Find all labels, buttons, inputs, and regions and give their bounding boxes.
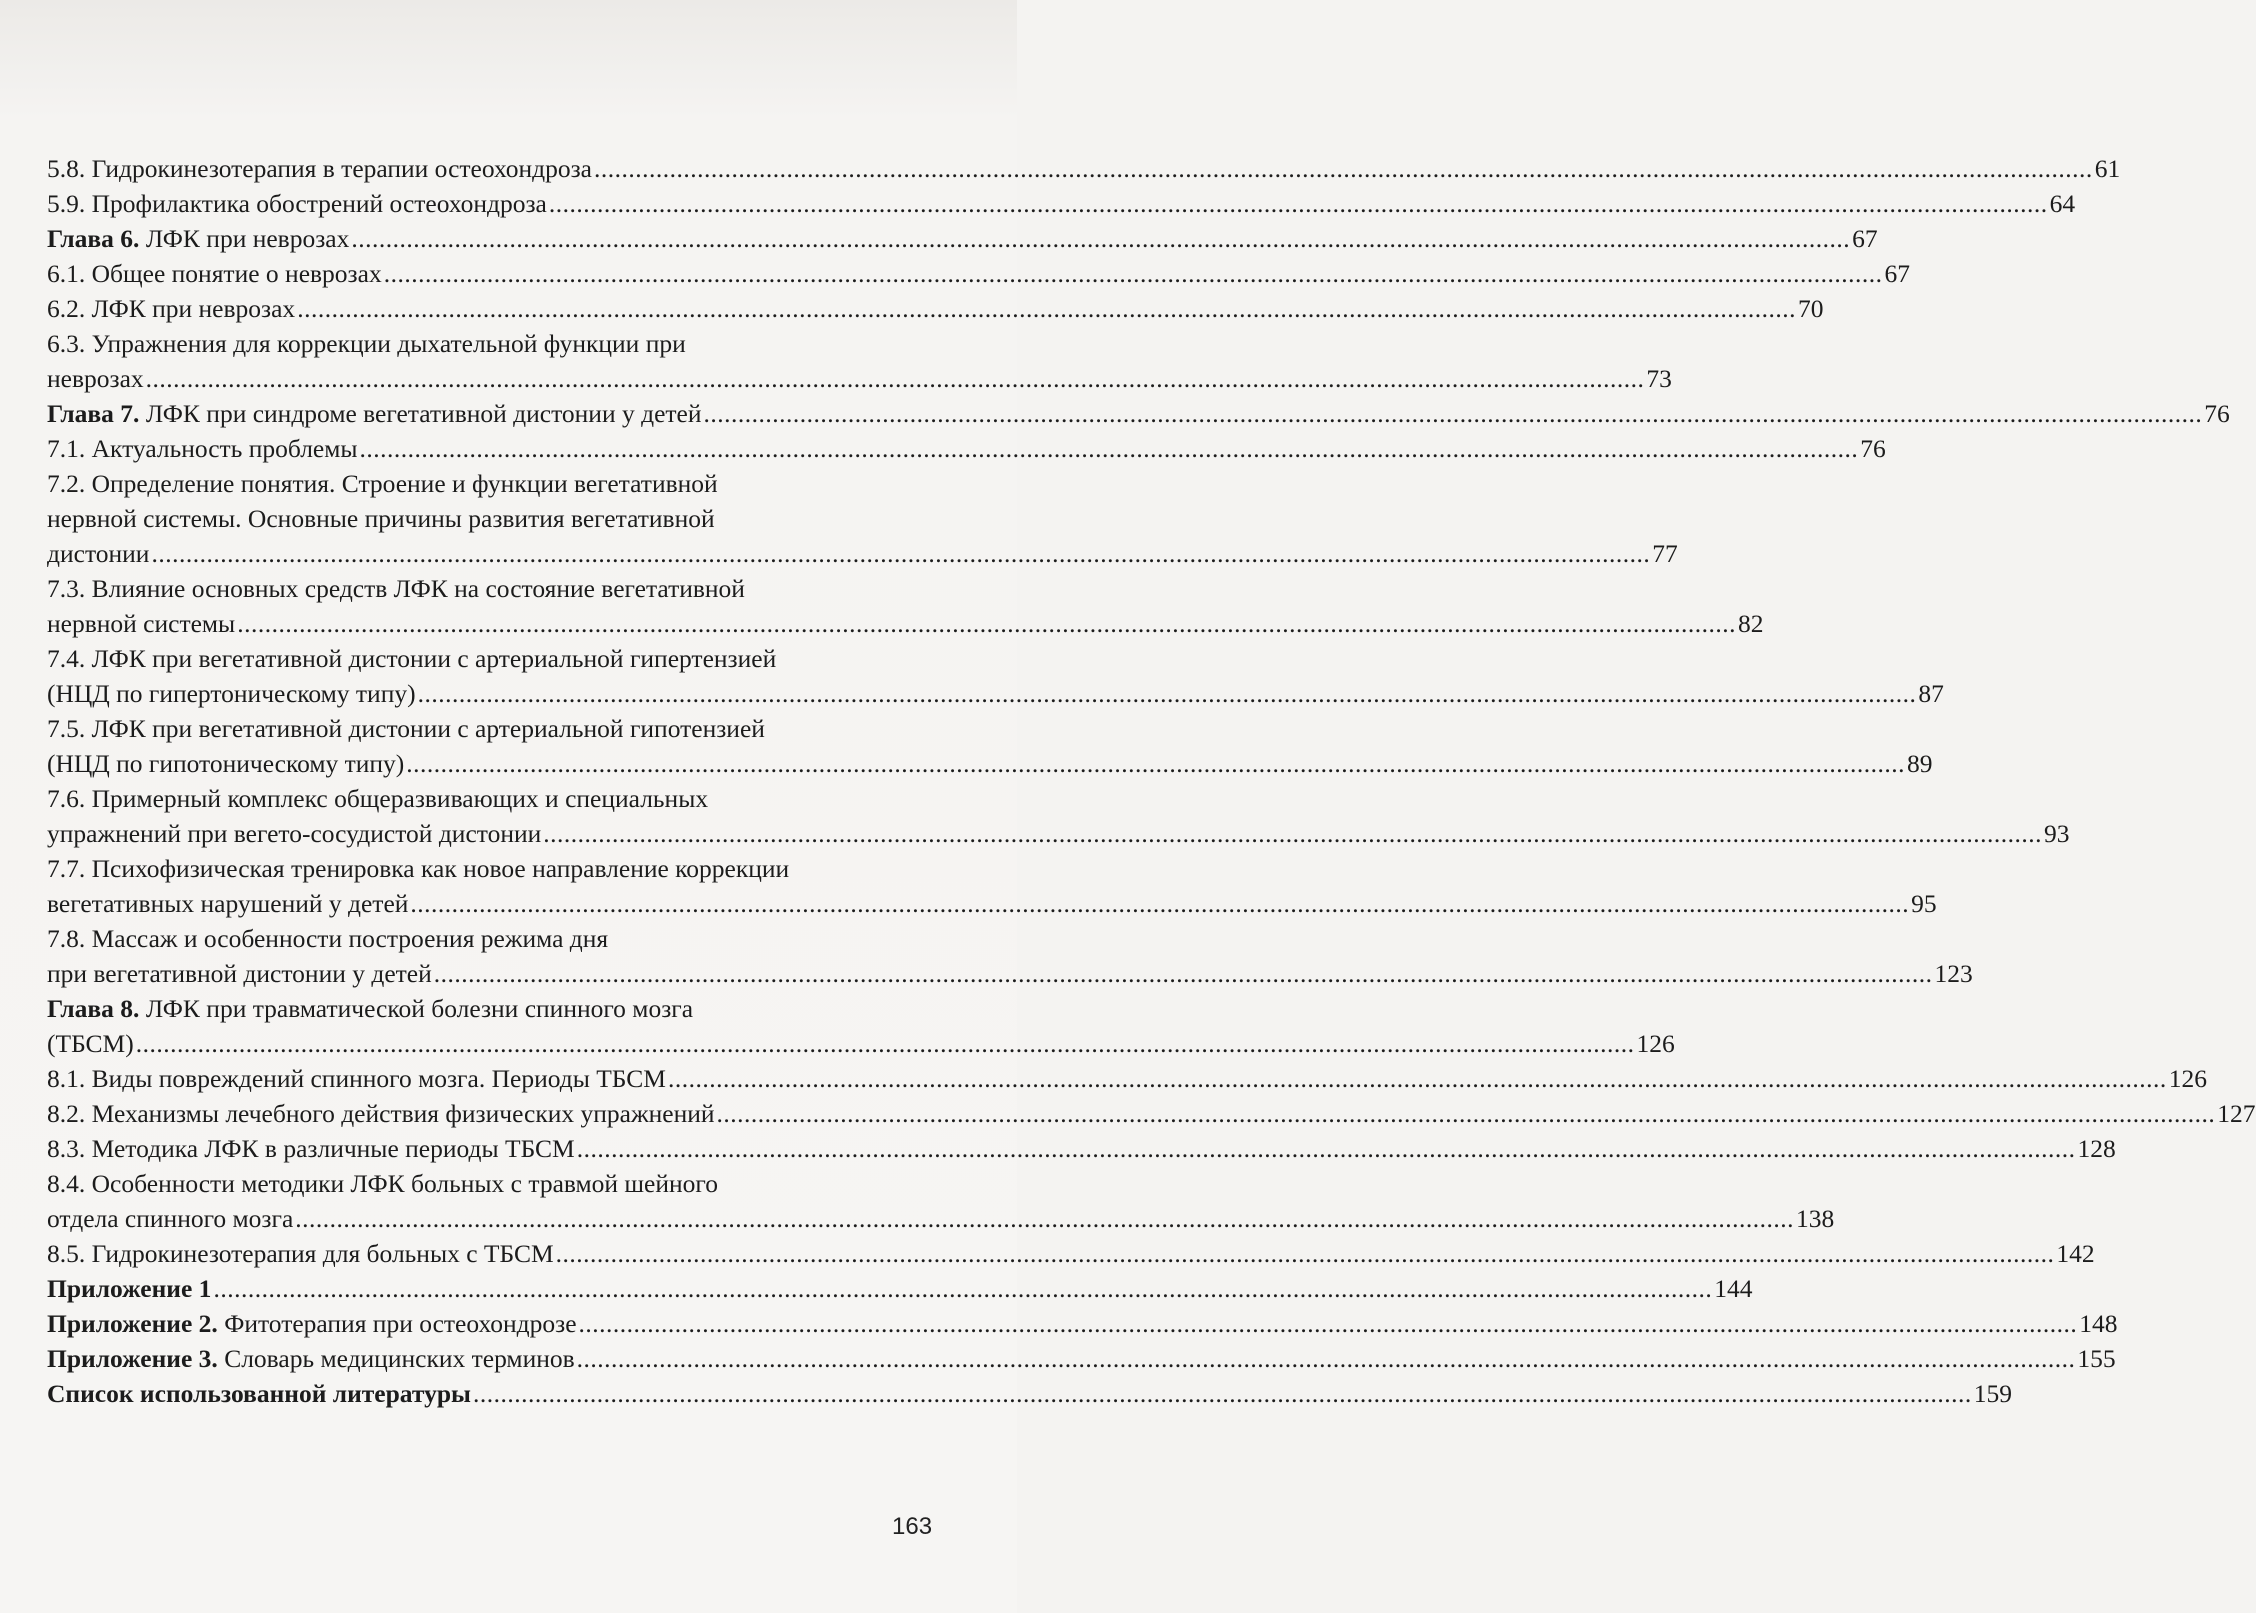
toc-entry-line	[47, 1236, 2095, 1271]
toc-page-number: 64	[2049, 189, 2076, 218]
toc-entry	[47, 1096, 2256, 1131]
toc-entry-line	[47, 1166, 952, 1201]
toc-entry-text: неврозах	[47, 364, 144, 393]
toc-entry-line	[47, 1306, 2118, 1341]
toc-entry-line	[47, 1376, 2012, 1411]
toc-entry-title	[47, 1131, 575, 1166]
toc-page-number: 89	[1907, 749, 1933, 778]
toc-entry-title	[47, 886, 408, 921]
toc-entry-text: упражнений при вегето-сосудистой дистонии	[47, 819, 542, 848]
toc-page-number: 95	[1911, 889, 1937, 918]
toc-entry-line	[47, 641, 952, 676]
toc-entry-title	[47, 1341, 575, 1376]
toc-entry-line	[47, 676, 1944, 711]
toc-entry-title	[47, 676, 416, 711]
toc-entry-line	[47, 1131, 2116, 1166]
toc-entry-text: отдела спинного мозга	[47, 1204, 294, 1233]
dot-leader	[549, 186, 2048, 221]
toc-entry-line	[47, 361, 1672, 396]
toc-entry	[47, 991, 1675, 1061]
toc-entry-text: нервной системы. Основные причины развития вегетативной	[47, 504, 715, 533]
toc-entry-title	[47, 221, 349, 256]
toc-entry-text: нервной системы	[47, 609, 236, 638]
dot-leader	[556, 1236, 2055, 1271]
toc-entry-line	[47, 326, 952, 361]
toc-entry-title	[47, 1271, 211, 1306]
toc-entry-title	[47, 1026, 134, 1061]
toc-entry-title	[47, 361, 144, 396]
toc-entry-text: 7.8. Массаж и особенности построения режима дня	[47, 924, 609, 953]
toc-entry-text: 5.8. Гидрокинезотерапия в терапии остеохондроза	[47, 154, 593, 183]
toc-entry-title	[47, 1376, 471, 1411]
dot-leader	[418, 676, 1917, 711]
dot-leader	[406, 746, 1905, 781]
dot-leader	[594, 151, 2093, 186]
toc-entry-line	[47, 886, 1937, 921]
toc-entry-text: (ТБСМ)	[47, 1029, 134, 1058]
dot-leader	[579, 1306, 2078, 1341]
toc-entry-line	[47, 1201, 1835, 1236]
toc-entry-heading: Глава 7.	[47, 399, 140, 428]
toc-entry-title	[47, 291, 295, 326]
toc-entry	[47, 151, 2121, 186]
toc-entry-text: вегетативных нарушений у детей	[47, 889, 409, 918]
toc-page-number: 126	[1636, 1029, 1675, 1058]
toc-entry-heading: Глава 8.	[47, 994, 140, 1023]
dot-leader	[297, 291, 1796, 326]
toc-entry	[47, 921, 1973, 991]
toc-entry-heading: Приложение 3.	[47, 1344, 218, 1373]
toc-entry-text: ЛФК при синдроме вегетативной дистонии у детей	[139, 399, 702, 428]
toc-entry-title	[47, 956, 432, 991]
toc-entry-title	[47, 1061, 666, 1096]
toc-entry-line	[47, 711, 952, 746]
toc-entry-line	[47, 851, 952, 886]
toc-entry-title	[47, 816, 541, 851]
toc-page-number: 77	[1652, 539, 1678, 568]
toc-entry-heading: Приложение 2.	[47, 1309, 218, 1338]
toc-entry-title	[47, 1201, 293, 1236]
toc-entry-line	[47, 536, 1678, 571]
toc-entry-text: (НЦД по гипотоническому типу)	[47, 749, 405, 778]
toc-entry-line	[47, 151, 2121, 186]
toc-entry-heading: Приложение 1	[47, 1274, 212, 1303]
toc-entry	[47, 221, 1878, 256]
toc-entry-title	[47, 1096, 715, 1131]
toc-entry	[47, 571, 1764, 641]
dot-leader	[151, 536, 1650, 571]
toc-page-number: 67	[1852, 224, 1878, 253]
toc-entry-title	[47, 1236, 554, 1271]
toc-entry-title	[47, 1306, 577, 1341]
toc-entry-title	[47, 396, 702, 431]
dot-leader	[146, 361, 1645, 396]
toc-entry-line	[47, 921, 952, 956]
toc-entry-text: (НЦД по гипертоническому типу)	[47, 679, 416, 708]
toc-entry	[47, 431, 1886, 466]
toc-entry-text: 6.1. Общее понятие о неврозах	[47, 259, 382, 288]
toc-entry	[47, 1131, 2116, 1166]
toc-entry	[47, 641, 1944, 711]
toc-page-number: 144	[1714, 1274, 1753, 1303]
dot-leader	[577, 1341, 2076, 1376]
toc-entry-text: 8.5. Гидрокинезотерапия для больных с ТБСМ	[47, 1239, 554, 1268]
toc-entry-text: 8.2. Механизмы лечебного действия физических упражнений	[47, 1099, 715, 1128]
toc-entry	[47, 1306, 2118, 1341]
toc-entry-text: дистонии	[47, 539, 150, 568]
toc-entry	[47, 1341, 2116, 1376]
toc-entry-text: при вегетативной дистонии у детей	[47, 959, 432, 988]
toc-page-number: 87	[1918, 679, 1944, 708]
toc-entry	[47, 1166, 1835, 1236]
toc-entry-text: 8.4. Особенности методики ЛФК больных с травмой шейного	[47, 1169, 718, 1198]
toc-entry-line	[47, 1096, 2256, 1131]
toc-entry-heading: Список использованной литературы	[47, 1379, 471, 1408]
dot-leader	[717, 1096, 2216, 1131]
toc-entry-title	[47, 256, 382, 291]
dot-leader	[473, 1376, 1972, 1411]
toc-entry-text: ЛФК при неврозах	[139, 224, 350, 253]
toc-entry-heading: Глава 6.	[47, 224, 140, 253]
toc-page-number: 128	[2077, 1134, 2116, 1163]
toc-entry-title	[47, 746, 404, 781]
toc-entry-text: 7.7. Психофизическая тренировка как новое направление коррекции	[47, 854, 790, 883]
toc-entry-title	[47, 186, 547, 221]
toc-entry-line	[47, 1271, 1753, 1306]
toc-entry-line	[47, 991, 952, 1026]
toc-entry-text: 7.1. Актуальность проблемы	[47, 434, 358, 463]
toc-entry	[47, 1376, 2012, 1411]
toc-entry-text: 7.2. Определение понятия. Строение и функции вегетативной	[47, 469, 718, 498]
toc-page-number: 67	[1884, 259, 1910, 288]
dot-leader	[543, 816, 2042, 851]
toc-entry-text: Словарь медицинских терминов	[217, 1344, 575, 1373]
dot-leader	[360, 431, 1859, 466]
toc-entry-text: 6.3. Упражнения для коррекции дыхательной функции при	[47, 329, 686, 358]
toc-entry-text: ЛФК при травматической болезни спинного мозга	[139, 994, 694, 1023]
toc-entry-line	[47, 256, 1910, 291]
toc-entry	[47, 1061, 2207, 1096]
toc-entry-title	[47, 431, 358, 466]
toc-entry-text: 7.4. ЛФК при вегетативной дистонии с артериальной гипертензией	[47, 644, 777, 673]
dot-leader	[577, 1131, 2076, 1166]
toc-entry-line	[47, 571, 952, 606]
toc-entry-line	[47, 746, 1933, 781]
toc-page-number: 76	[1860, 434, 1886, 463]
toc-page-number: 126	[2168, 1064, 2207, 1093]
toc-page-number: 93	[2044, 819, 2070, 848]
toc-entry	[47, 1236, 2095, 1271]
toc-entry	[47, 466, 1678, 571]
toc-entry-text: 7.6. Примерный комплекс общеразвивающих и специальных	[47, 784, 709, 813]
toc-page-number: 155	[2077, 1344, 2116, 1373]
toc-entry-line	[47, 501, 952, 536]
toc-entry	[47, 1271, 1753, 1306]
toc-entry-text: 8.3. Методика ЛФК в различные периоды ТБСМ	[47, 1134, 575, 1163]
toc-entry-line	[47, 781, 952, 816]
toc-entry-line	[47, 1061, 2207, 1096]
toc-entry-line	[47, 1341, 2116, 1376]
toc-entry-line	[47, 816, 2070, 851]
toc-entry	[47, 851, 1937, 921]
toc-entry	[47, 781, 2070, 851]
toc-entry-line	[47, 956, 1973, 991]
dot-leader	[351, 221, 1850, 256]
dot-leader	[136, 1026, 1635, 1061]
toc-entry	[47, 256, 1910, 291]
toc-entry-title	[47, 151, 592, 186]
dot-leader	[434, 956, 1933, 991]
toc-page-number: 159	[1973, 1379, 2012, 1408]
toc-entry-line	[47, 606, 1764, 641]
toc-entry	[47, 186, 2076, 221]
toc-entry-title	[47, 536, 149, 571]
toc-page-number: 76	[2204, 399, 2230, 428]
dot-leader	[410, 886, 1909, 921]
toc-page-number: 148	[2079, 1309, 2118, 1338]
toc-entry-text: 8.1. Виды повреждений спинного мозга. Периоды ТБСМ	[47, 1064, 666, 1093]
toc-entry-text: 7.5. ЛФК при вегетативной дистонии с артериальной гипотензией	[47, 714, 765, 743]
toc-entry	[47, 396, 2230, 431]
toc-page-number: 138	[1796, 1204, 1835, 1233]
toc-page-number: 82	[1737, 609, 1764, 638]
toc-entry	[47, 711, 1933, 781]
page-number: 163	[892, 1513, 933, 1540]
toc-page-number: 142	[2056, 1239, 2095, 1268]
dot-leader	[213, 1271, 1712, 1306]
toc-entry-line	[47, 1026, 1675, 1061]
toc-page-number: 61	[2094, 154, 2121, 183]
toc-page-number: 73	[1646, 364, 1672, 393]
toc-entry-line	[47, 221, 1878, 256]
toc-entry-text: Фитотерапия при остеохондрозе	[217, 1309, 577, 1338]
toc-page-number: 70	[1797, 294, 1824, 323]
toc-entry-text: 7.3. Влияние основных средств ЛФК на состояние вегетативной	[47, 574, 745, 603]
toc-entry	[47, 326, 1672, 396]
toc-entry-line	[47, 466, 952, 501]
dot-leader	[384, 256, 1883, 291]
toc-page-number: 123	[1934, 959, 1973, 988]
toc-entry-line	[47, 291, 1824, 326]
dot-leader	[668, 1061, 2167, 1096]
toc-entry-line	[47, 186, 2076, 221]
toc-entry-text: 5.9. Профилактика обострений остеохондроза	[47, 189, 547, 218]
toc-entry	[47, 291, 1824, 326]
toc-page-number: 127	[2217, 1099, 2256, 1128]
dot-leader	[704, 396, 2203, 431]
dot-leader	[295, 1201, 1794, 1236]
table-of-contents	[47, 151, 2256, 1411]
toc-entry-title	[47, 606, 235, 641]
toc-entry-text: 6.2. ЛФК при неврозах	[47, 294, 296, 323]
toc-entry-line	[47, 396, 2230, 431]
dot-leader	[237, 606, 1736, 641]
toc-entry-line	[47, 431, 1886, 466]
